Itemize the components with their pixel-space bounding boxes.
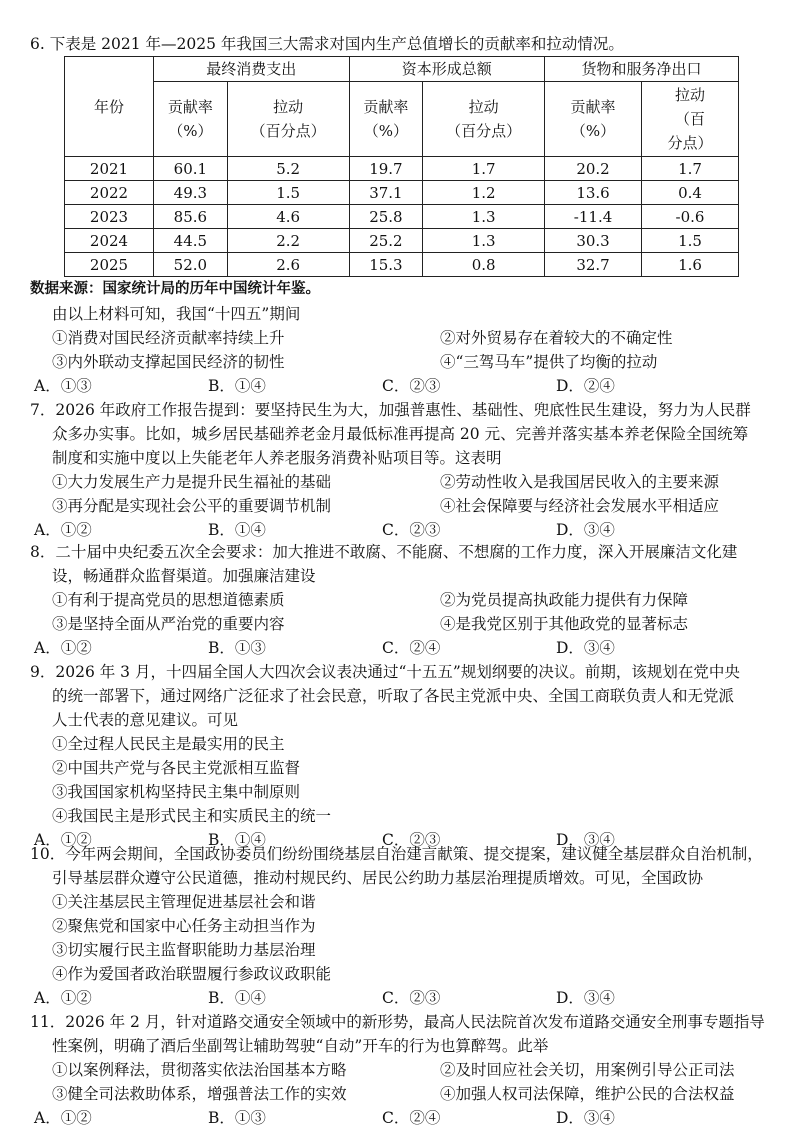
year-header: 年份 — [65, 57, 154, 157]
option: ③我国国家机构坚持民主集中制原则 — [52, 783, 301, 801]
table-cell: 15.3 — [349, 253, 423, 277]
question-stem-line: 制度和实施中度以上失能老年人养老服务消费补贴项目等。这表明 — [52, 449, 502, 467]
choice-c[interactable]: C．②④ — [382, 639, 441, 657]
option: ④社会保障要与经济社会发展水平相适应 — [440, 497, 720, 515]
choice-b[interactable]: B．①④ — [208, 521, 266, 539]
option: ②聚焦党和国家中心任务主动担当作为 — [52, 917, 316, 935]
option: ②及时回应社会关切，用案例引导公正司法 — [440, 1061, 735, 1079]
answer-choices — [30, 636, 776, 660]
table-row — [65, 229, 739, 253]
option: ④加强人权司法保障，维护公民的合法权益 — [440, 1085, 735, 1103]
table-cell: 1.7 — [423, 157, 545, 181]
choice-a[interactable]: A．①② — [34, 989, 92, 1007]
choice-c[interactable]: C．②③ — [382, 521, 441, 539]
table-cell: 1.7 — [642, 157, 739, 181]
sub-header: 拉动 （百分点） — [423, 82, 545, 157]
table-cell: 1.3 — [423, 205, 545, 229]
table-cell: 1.6 — [642, 253, 739, 277]
choice-b[interactable]: B．①③ — [208, 1109, 266, 1127]
table-row — [65, 157, 739, 181]
option: ①有利于提高党员的思想道德素质 — [52, 591, 285, 609]
option-row — [30, 1082, 776, 1106]
choice-a[interactable]: A．①③ — [34, 377, 92, 395]
table-cell: 4.6 — [227, 205, 349, 229]
question-8 — [30, 540, 776, 660]
table-cell: 1.3 — [423, 229, 545, 253]
question-stem-line: 7．2026 年政府工作报告提到：要坚持民生为大，加强普惠性、基础性、兜底性民生建设，努力为人民群 — [30, 401, 751, 419]
option: ④我国民主是形式民主和实质民主的统一 — [52, 807, 332, 825]
table-cell: 2022 — [65, 181, 154, 205]
question-9 — [30, 660, 776, 852]
question-7 — [30, 398, 776, 542]
group-header: 最终消费支出 — [154, 57, 350, 82]
table-cell: 60.1 — [154, 157, 228, 181]
option-row — [30, 470, 776, 494]
table-cell: 19.7 — [349, 157, 423, 181]
table-cell: 52.0 — [154, 253, 228, 277]
table-cell: 1.5 — [642, 229, 739, 253]
option: ③是坚持全面从严治党的重要内容 — [52, 615, 285, 633]
choice-d[interactable]: D．③④ — [556, 831, 615, 849]
table-cell: 0.4 — [642, 181, 739, 205]
table-cell: 5.2 — [227, 157, 349, 181]
data-source-note: 数据来源：国家统计局的历年中国统计年鉴。 — [30, 281, 320, 297]
option: ②中国共产党与各民主党派相互监督 — [52, 759, 301, 777]
choice-c[interactable]: C．②④ — [382, 1109, 441, 1127]
table-cell: 85.6 — [154, 205, 228, 229]
sub-header: 贡献率 （%） — [154, 82, 228, 157]
table-cell: 37.1 — [349, 181, 423, 205]
option: ②对外贸易存在着较大的不确定性 — [440, 329, 673, 347]
question-stem-line: 11．2026 年 2 月，针对道路交通安全领域中的新形势，最高人民法院首次发布道路交通安全刑事专题指导 — [30, 1013, 765, 1031]
table-row — [65, 181, 739, 205]
table-cell: 32.7 — [545, 253, 642, 277]
group-header: 资本形成总额 — [349, 57, 545, 82]
option-row — [30, 612, 776, 636]
table-cell: -11.4 — [545, 205, 642, 229]
contribution-table — [64, 56, 739, 277]
table-cell: 49.3 — [154, 181, 228, 205]
sub-header: 拉动 （百分点） — [227, 82, 349, 157]
option: ②为党员提高执政能力提供有力保障 — [440, 591, 689, 609]
choice-c[interactable]: C．②③ — [382, 831, 441, 849]
option: ①大力发展生产力是提升民生福祉的基础 — [52, 473, 332, 491]
question-stem-line: 众多办实事。比如，城乡居民基础养老金月最低标准再提高 20 元、完善并落实基本养老保险全国统筹 — [52, 425, 749, 443]
choice-d[interactable]: D．③④ — [556, 1109, 615, 1127]
answer-choices — [30, 1106, 776, 1130]
question-6-stem: 6. 下表是 2021 年—2025 年我国三大需求对国内生产总值增长的贡献率和拉动情况。 — [30, 35, 624, 53]
sub-header: 贡献率 （%） — [545, 82, 642, 157]
question-stem-line: 8．二十届中央纪委五次全会要求：加大推进不敢腐、不能腐、不想腐的工作力度，深入开展廉洁文化建 — [30, 543, 738, 561]
option: ①全过程人民民主是最实用的民主 — [52, 735, 285, 753]
choice-d[interactable]: D．③④ — [556, 989, 615, 1007]
table-cell: 2024 — [65, 229, 154, 253]
option: ③再分配是实现社会公平的重要调节机制 — [52, 497, 332, 515]
option-row — [30, 1058, 776, 1082]
question-stem-line: 9．2026 年 3 月，十四届全国人大四次会议表决通过“十五五”规划纲要的决议。前期，该规划在党中央 — [30, 663, 740, 681]
option: ①以案例释法，贯彻落实依法治国基本方略 — [52, 1061, 347, 1079]
choice-c[interactable]: C．②③ — [382, 989, 441, 1007]
question-6-lead: 由以上材料可知，我国“十四五”期间 — [52, 305, 301, 323]
question-6-body — [30, 302, 776, 398]
answer-choices — [30, 986, 776, 1010]
group-header: 货物和服务净出口 — [545, 57, 739, 82]
option: ④“三驾马车”提供了均衡的拉动 — [440, 353, 658, 371]
table-cell: 20.2 — [545, 157, 642, 181]
table-cell: 2025 — [65, 253, 154, 277]
choice-d[interactable]: D．③④ — [556, 639, 615, 657]
table-cell: 25.2 — [349, 229, 423, 253]
choice-a[interactable]: A．①② — [34, 1109, 92, 1127]
table-cell: 2021 — [65, 157, 154, 181]
table-cell: 1.2 — [423, 181, 545, 205]
option: ③内外联动支撑起国民经济的韧性 — [52, 353, 285, 371]
choice-d[interactable]: D．②④ — [556, 377, 615, 395]
option: ④是我党区别于其他政党的显著标志 — [440, 615, 689, 633]
option-row — [30, 350, 776, 374]
question-stem-line: 引导基层群众遵守公民道德，推动村规民约、居民公约助力基层治理提质增效。可见，全国政协 — [52, 869, 704, 887]
table-cell: -0.6 — [642, 205, 739, 229]
option: ②劳动性收入是我国居民收入的主要来源 — [440, 473, 720, 491]
question-stem-line: 设，畅通群众监督渠道。加强廉洁建设 — [52, 567, 316, 585]
table-cell: 25.8 — [349, 205, 423, 229]
option: ①消费对国民经济贡献率持续上升 — [52, 329, 285, 347]
choice-b[interactable]: B．①③ — [208, 639, 266, 657]
question-stem-line: 人士代表的意见建议。可见 — [52, 711, 239, 729]
table-row — [65, 253, 739, 277]
choice-d[interactable]: D．③④ — [556, 521, 615, 539]
choice-a[interactable]: A．①② — [34, 831, 92, 849]
question-6 — [30, 32, 776, 56]
choice-c[interactable]: C．②③ — [382, 377, 441, 395]
option-row — [30, 494, 776, 518]
question-stem-line: 性案例，明确了酒后坐副驾让辅助驾驶“自动”开车的行为也算醉驾。此举 — [52, 1037, 549, 1055]
table-cell: 2023 — [65, 205, 154, 229]
table-cell: 13.6 — [545, 181, 642, 205]
question-stem-line: 的统一部署下，通过网络广泛征求了社会民意，听取了各民主党派中央、全国工商联负责人和无党派 — [52, 687, 735, 705]
table-row — [65, 205, 739, 229]
choice-b[interactable]: B．①④ — [208, 377, 266, 395]
table-cell: 0.8 — [423, 253, 545, 277]
table-cell: 44.5 — [154, 229, 228, 253]
option: ③健全司法救助体系，增强普法工作的实效 — [52, 1085, 347, 1103]
question-10 — [30, 842, 776, 1010]
choice-a[interactable]: A．①② — [34, 521, 92, 539]
table-cell: 2.2 — [227, 229, 349, 253]
sub-header: 贡献率 （%） — [349, 82, 423, 157]
table-cell: 30.3 — [545, 229, 642, 253]
question-11 — [30, 1010, 776, 1130]
choice-a[interactable]: A．①② — [34, 639, 92, 657]
option: ①关注基层民主管理促进基层社会和谐 — [52, 893, 316, 911]
sub-header: 拉动 （百 分点） — [642, 82, 739, 157]
choice-b[interactable]: B．①④ — [208, 989, 266, 1007]
choice-b[interactable]: B．①④ — [208, 831, 266, 849]
answer-choices — [30, 518, 776, 542]
table-cell: 2.6 — [227, 253, 349, 277]
table-cell: 1.5 — [227, 181, 349, 205]
option: ③切实履行民主监督职能助力基层治理 — [52, 941, 316, 959]
option-row — [30, 588, 776, 612]
answer-choices — [30, 374, 776, 398]
option-row — [30, 326, 776, 350]
option: ④作为爱国者政治联盟履行参政议政职能 — [52, 965, 332, 983]
question-stem-line: 10．今年两会期间，全国政协委员们纷纷围绕基层自治建言献策、提交提案，建议健全基层群众自治机制， — [30, 845, 763, 863]
